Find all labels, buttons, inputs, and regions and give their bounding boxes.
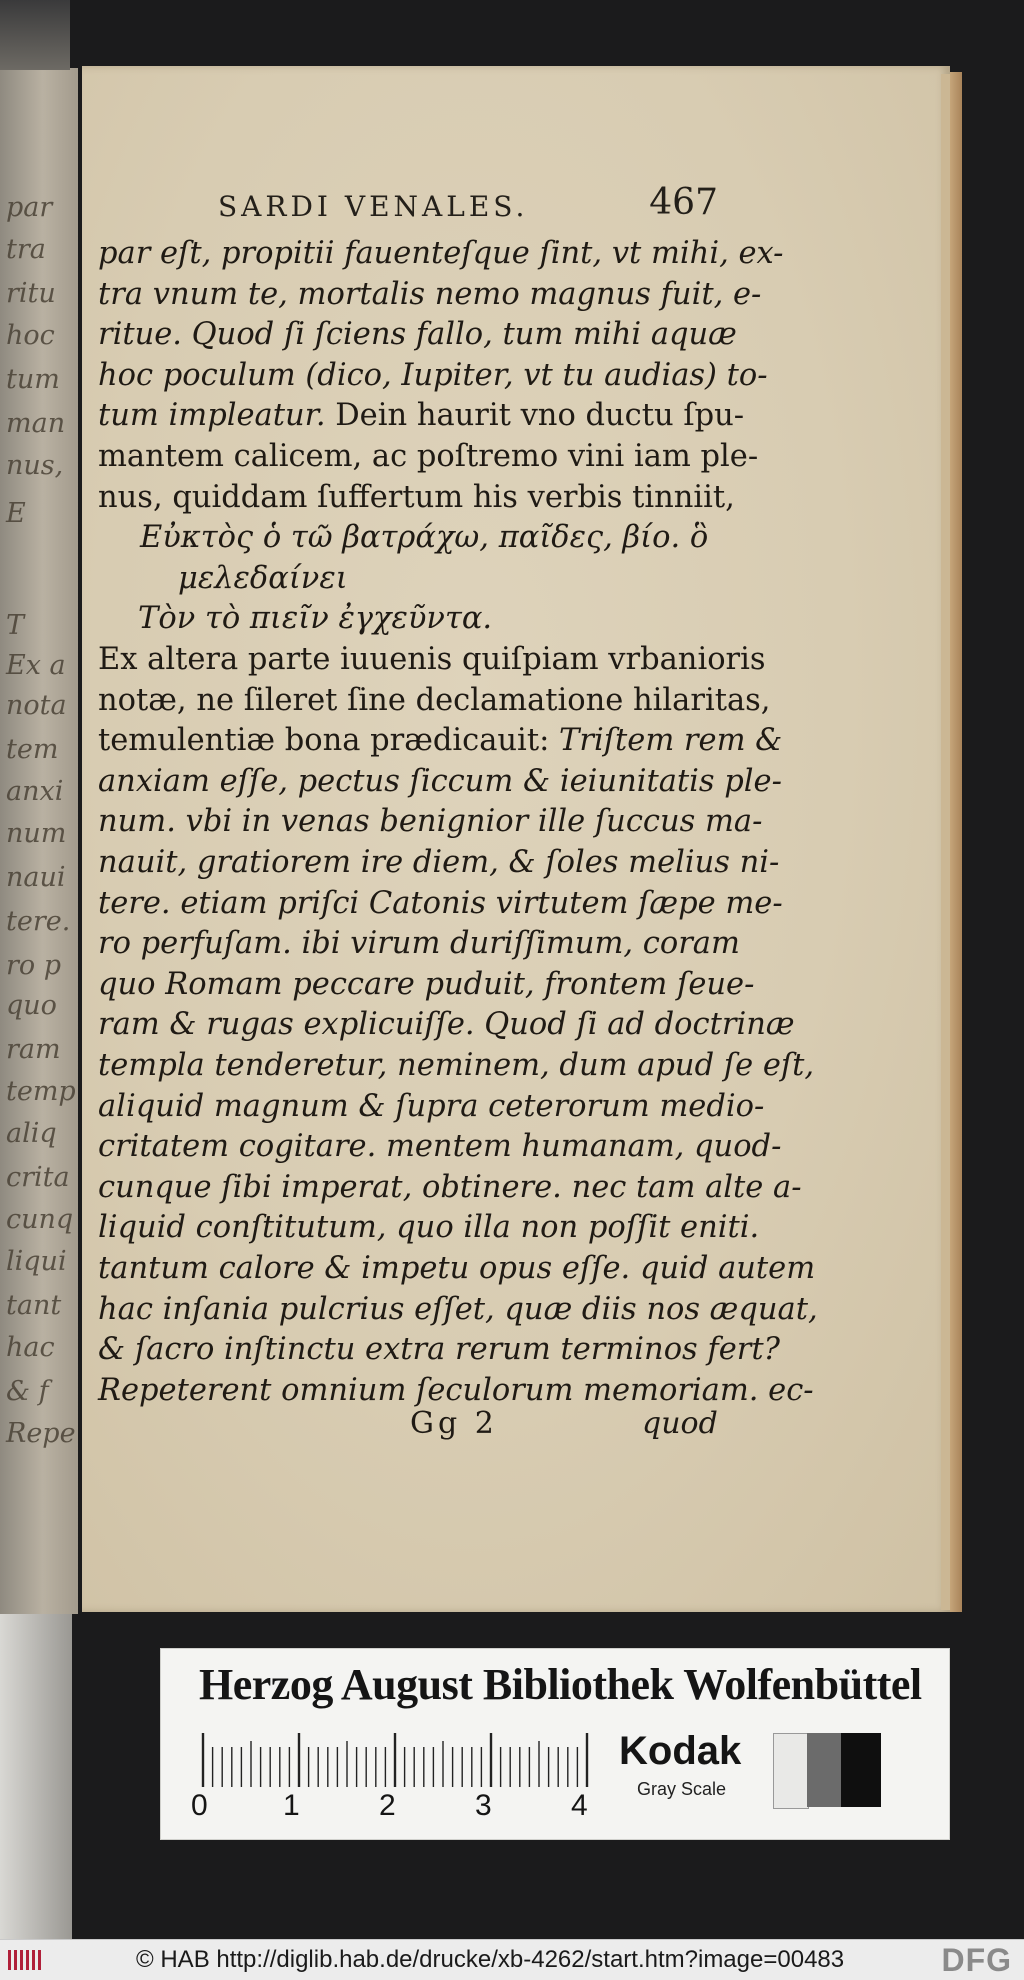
- facing-page-text: aliq: [6, 1118, 57, 1149]
- running-head: [118, 182, 718, 226]
- facing-page-text: ritu: [6, 278, 56, 309]
- gray-patch-mid: [807, 1733, 841, 1807]
- facing-page-text: tem: [6, 734, 59, 765]
- scale-number-1: 1: [283, 1789, 300, 1822]
- facing-page-text: tere.: [6, 906, 71, 937]
- text-line: Ex altera parte iuuenis quiſpiam vrbanioris: [98, 642, 766, 677]
- roman-run: temulentiæ bona prædicauit:: [98, 723, 560, 759]
- facing-page-text: ram: [6, 1034, 61, 1065]
- text-line: Εὐκτὸς ὁ τῶ βατράχω, παῖδες, βίο. ὃ: [140, 520, 709, 556]
- facing-page-text: tant: [6, 1290, 62, 1321]
- text-line: [98, 396, 745, 436]
- text-line: ritue. Quod ſi ſciens fallo, tum mihi aquæ: [98, 317, 737, 353]
- text-line: ro perfuſam. ibi virum duriſſimum, coram: [98, 926, 740, 962]
- facing-page-text: quo: [6, 990, 57, 1021]
- text-line: anxiam eſſe, pectus ſiccum & ieiunitatis ple-: [98, 763, 782, 799]
- text-line: & ſacro inſtinctu extra rerum terminos fert?: [98, 1332, 780, 1368]
- roman-run: Dein haurit vno ductu ſpu-: [325, 398, 745, 434]
- facing-page-text: anxi: [6, 776, 64, 807]
- facing-page-text: & f: [6, 1376, 49, 1407]
- running-head-title: SARDI VENALES.: [218, 190, 529, 223]
- text-line: tra vnum te, mortalis nemo magnus fuit, e-: [98, 276, 762, 312]
- facing-page-text: hoc: [6, 320, 55, 351]
- facing-page-text: Ex a: [6, 650, 66, 681]
- facing-page-text: tum: [6, 364, 60, 395]
- text-line: aliquid magnum & ſupra ceterorum medio-: [98, 1088, 765, 1124]
- facing-page-text: tra: [6, 234, 46, 265]
- color-card: [160, 1648, 950, 1840]
- text-line: tantum calore & impetu opus eſſe. quid autem: [98, 1251, 816, 1286]
- facing-page-text: nus,: [6, 450, 64, 481]
- text-line: critatem cogitare. mentem humanam, quod-: [98, 1129, 782, 1165]
- text-line: mantem calicem, ac poſtremo vini iam ple-: [98, 439, 759, 474]
- viewer-footer: [0, 1939, 1024, 1980]
- library-name: Herzog August Bibliothek Wolfenbüttel: [199, 1660, 922, 1709]
- text-line: hac inſania pulcrius eſſet, quæ diis nos æquat,: [98, 1291, 818, 1327]
- page-edge-outer: [950, 72, 962, 1612]
- facing-page-text: par: [6, 192, 53, 223]
- scale-number-3: 3: [475, 1789, 492, 1822]
- page-number: 467: [649, 182, 718, 223]
- signature-mark: Gg 2: [410, 1406, 498, 1441]
- text-line: par eſt, propitii fauenteſque ſint, vt mihi, ex-: [98, 236, 784, 271]
- scale-number-0: 0: [191, 1789, 208, 1822]
- gray-patch-white: [773, 1733, 809, 1809]
- facing-page-text: liqui: [6, 1246, 67, 1277]
- facing-page-text: nota: [6, 690, 67, 721]
- gray-patch-black: [841, 1733, 881, 1807]
- facing-page-text: ro p: [6, 950, 62, 981]
- text-line: cunque ſibi imperat, obtinere. nec tam alte a-: [98, 1169, 802, 1205]
- card-edge-left: [0, 1614, 72, 1944]
- facing-page-text: crita: [6, 1162, 70, 1193]
- text-line: quo Romam peccare puduit, frontem ſeue-: [98, 966, 755, 1002]
- text-line: Repeterent omnium ſeculorum memoriam. ec-: [98, 1372, 814, 1408]
- facing-page-text: T: [6, 610, 25, 641]
- facing-page-text: hac: [6, 1332, 55, 1363]
- kodak-brand: Kodak: [619, 1729, 742, 1773]
- text-line: nauit, gratiorem ire diem, & ſoles melius ni-: [98, 845, 780, 880]
- text-line: Τὸν τὸ πιεῖν ἐγχεῦντα.: [138, 601, 493, 637]
- dfg-logo: DFG: [941, 1942, 1012, 1978]
- hab-logo-icon: [6, 1948, 46, 1972]
- text-line: num. vbi in venas benignior ille ſuccus ma-: [98, 804, 763, 840]
- facing-page-text: Repe: [6, 1418, 76, 1449]
- text-line: liquid conſtitutum, quo illa non poſſit eniti.: [98, 1210, 760, 1246]
- text-line: tere. etiam priſci Catonis virtutem ſæpe me-: [98, 885, 783, 921]
- text-line: notæ, ne ſileret ſine declamatione hilaritas,: [98, 682, 771, 718]
- text-line: hoc poculum (dico, Iupiter, vt tu audias) to-: [98, 357, 768, 393]
- text-line: [98, 721, 783, 761]
- catchword: quod: [642, 1406, 718, 1441]
- text-line: ram & rugas explicuiſſe. Quod ſi ad doctrinæ: [98, 1007, 795, 1043]
- scale-number-4: 4: [571, 1789, 588, 1822]
- facing-page-text: naui: [6, 862, 66, 893]
- book-spine-shadow: [0, 0, 70, 70]
- facing-page-text: temp: [6, 1076, 76, 1107]
- facing-page-text: man: [6, 408, 66, 439]
- gray-scale-label: Gray Scale: [637, 1779, 727, 1799]
- scale-number-2: 2: [379, 1789, 396, 1822]
- text-line: μελεδαίνει: [178, 560, 348, 596]
- italic-run: Triſtem rem &: [559, 723, 783, 759]
- facing-page-fragment: [0, 68, 78, 1614]
- source-url[interactable]: © HAB http://diglib.hab.de/drucke/xb-4262/start.htm?image=00483: [136, 1946, 845, 1973]
- facing-page-text: cunq: [6, 1204, 74, 1235]
- facing-page-text: num: [6, 818, 67, 849]
- facing-page-text: E: [6, 498, 26, 529]
- text-line: templa tenderetur, neminem, dum apud ſe eſt,: [98, 1048, 815, 1083]
- italic-run: tum impleatur.: [98, 398, 326, 434]
- text-line: nus, quiddam ſuffertum his verbis tinniit,: [98, 479, 735, 515]
